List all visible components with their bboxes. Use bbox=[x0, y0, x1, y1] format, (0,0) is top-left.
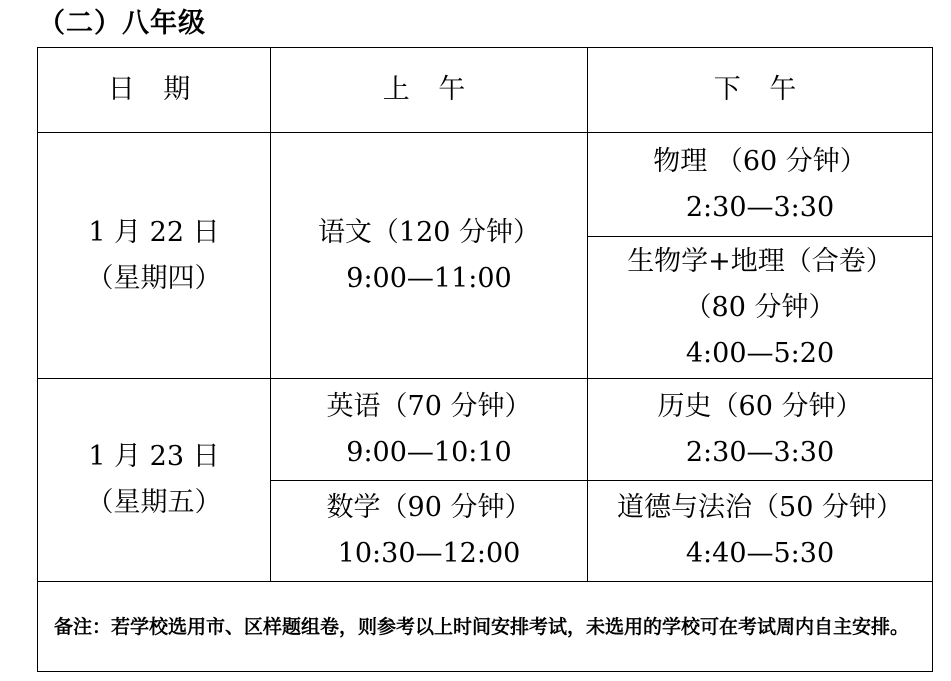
exam-time: 4:00—5:20 bbox=[685, 337, 835, 369]
exam-subject: 物理 （60 分钟） bbox=[653, 145, 867, 177]
header-row bbox=[38, 48, 933, 133]
exam-time: 10:30—12:00 bbox=[337, 538, 521, 569]
day2-row-a bbox=[38, 379, 933, 481]
day1-afternoon-exam-2 bbox=[588, 237, 933, 379]
header-afternoon: 下 午 bbox=[588, 48, 933, 133]
exam-time: 4:40—5:30 bbox=[685, 538, 835, 569]
exam-subject: 道德与法治（50 分钟） bbox=[617, 492, 903, 523]
exam-subject: 历史（60 分钟） bbox=[657, 390, 863, 422]
exam-schedule-table bbox=[37, 47, 933, 672]
day2-morning-exam-1 bbox=[271, 379, 588, 481]
day2-afternoon-exam-2 bbox=[588, 481, 933, 582]
exam-time: 9:00—10:10 bbox=[346, 436, 512, 468]
day1-date-cell bbox=[38, 133, 271, 379]
exam-subject: 英语（70 分钟） bbox=[326, 390, 532, 422]
exam-subject: 语文（120 分钟） bbox=[317, 216, 541, 248]
day2-morning-exam-2 bbox=[271, 481, 588, 582]
exam-subject: 生物学+地理（合卷） bbox=[627, 245, 893, 277]
footnote: 备注：若学校选用市、区样题组卷，则参考以上时间安排考试，未选用的学校可在考试周内自主安排。 bbox=[38, 582, 933, 672]
day2-weekday: （星期五） bbox=[86, 487, 222, 518]
day1-weekday: （星期四） bbox=[86, 262, 222, 294]
exam-subject: 数学（90 分钟） bbox=[326, 492, 532, 523]
day2-afternoon-exam-1 bbox=[588, 379, 933, 481]
exam-time: 2:30—3:30 bbox=[685, 436, 835, 468]
day1-row-a bbox=[38, 133, 933, 237]
day1-morning-exam bbox=[271, 133, 588, 379]
header-morning: 上 午 bbox=[271, 48, 588, 133]
day1-date: 1 月 22 日 bbox=[88, 216, 220, 248]
section-heading: （二）八年级 bbox=[38, 8, 206, 39]
header-date: 日 期 bbox=[38, 48, 271, 133]
day2-date-cell bbox=[38, 379, 271, 582]
day2-date: 1 月 23 日 bbox=[88, 441, 220, 472]
exam-duration: （80 分钟） bbox=[684, 291, 836, 323]
exam-time: 9:00—11:00 bbox=[346, 262, 512, 294]
note-row bbox=[38, 582, 933, 672]
exam-time: 2:30—3:30 bbox=[685, 191, 835, 223]
day1-afternoon-exam-1 bbox=[588, 133, 933, 237]
